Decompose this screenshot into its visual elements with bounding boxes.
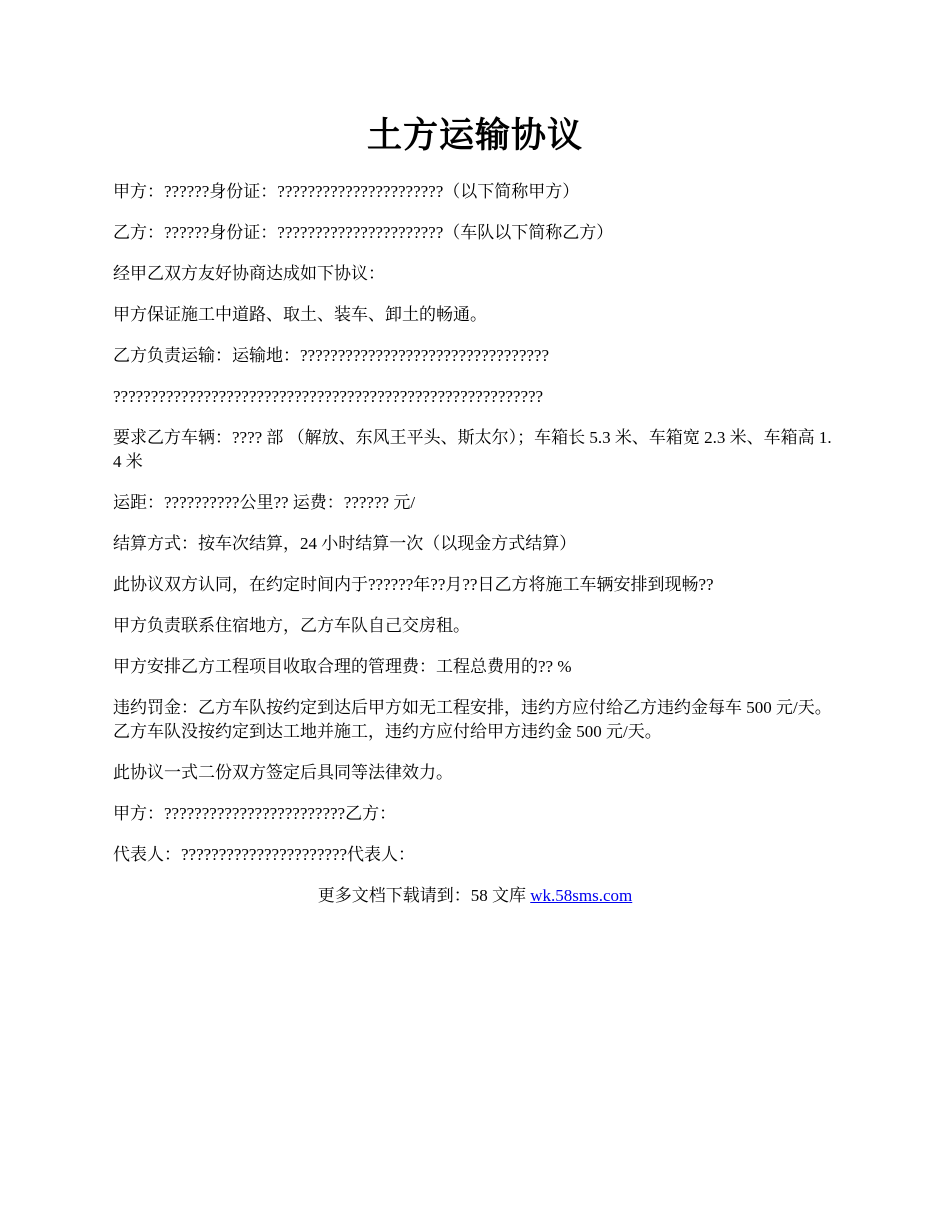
clause-transport-location-continued: ????????????????????????????????????????????????????????? bbox=[113, 387, 544, 406]
clause-accommodation: 甲方负责联系住宿地方，乙方车队自己交房租。 bbox=[113, 616, 470, 635]
clause-road-access: 甲方保证施工中道路、取土、装车、卸土的畅通。 bbox=[113, 305, 487, 324]
signature-parties: 甲方：????????????????????????乙方： bbox=[113, 804, 397, 823]
footer-text: 更多文档下载请到：58 文库 bbox=[317, 886, 531, 905]
clause-schedule: 此协议双方认同，在约定时间内于??????年??月??日乙方将施工车辆安排到现畅?? bbox=[113, 575, 714, 594]
clause-distance-fee: 运距：??????????公里?? 运费：?????? 元/ bbox=[113, 493, 416, 512]
party-a-line: 甲方：??????身份证：??????????????????????（以下简称甲方） bbox=[113, 182, 580, 201]
party-b-line: 乙方：??????身份证：??????????????????????（车队以下简称乙方） bbox=[113, 223, 614, 242]
clause-management-fee: 甲方安排乙方工程项目收取合理的管理费：工程总费用的?? % bbox=[113, 657, 572, 676]
agreement-intro: 经甲乙双方友好协商达成如下协议： bbox=[113, 264, 385, 283]
signature-representatives: 代表人：??????????????????????代表人： bbox=[113, 845, 415, 864]
clause-penalty: 违约罚金：乙方车队按约定到达后甲方如无工程安排，违约方应付给乙方违约金每车 500 元/天。乙方车队没按约定到达工地并施工，违约方应付给甲方违约金 500 元/天。 bbox=[113, 698, 832, 741]
clause-settlement: 结算方式：按车次结算，24 小时结算一次（以现金方式结算） bbox=[113, 534, 577, 553]
document-page bbox=[113, 108, 837, 908]
clause-vehicle-requirements: 要求乙方车辆：???? 部 （解放、东风王平头、斯太尔）；车箱长 5.3 米、车箱宽 2.3 米、车箱高 1.4 米 bbox=[113, 428, 832, 471]
clause-transport-location: 乙方负责运输：运输地：????????????????????????????????? bbox=[113, 346, 549, 365]
footer-link[interactable]: wk.58sms.com bbox=[530, 886, 633, 905]
document-title: 土方运输协议 bbox=[366, 116, 583, 155]
clause-legal-effect: 此协议一式二份双方签定后具同等法律效力。 bbox=[113, 763, 453, 782]
footer-download-note bbox=[113, 884, 837, 908]
